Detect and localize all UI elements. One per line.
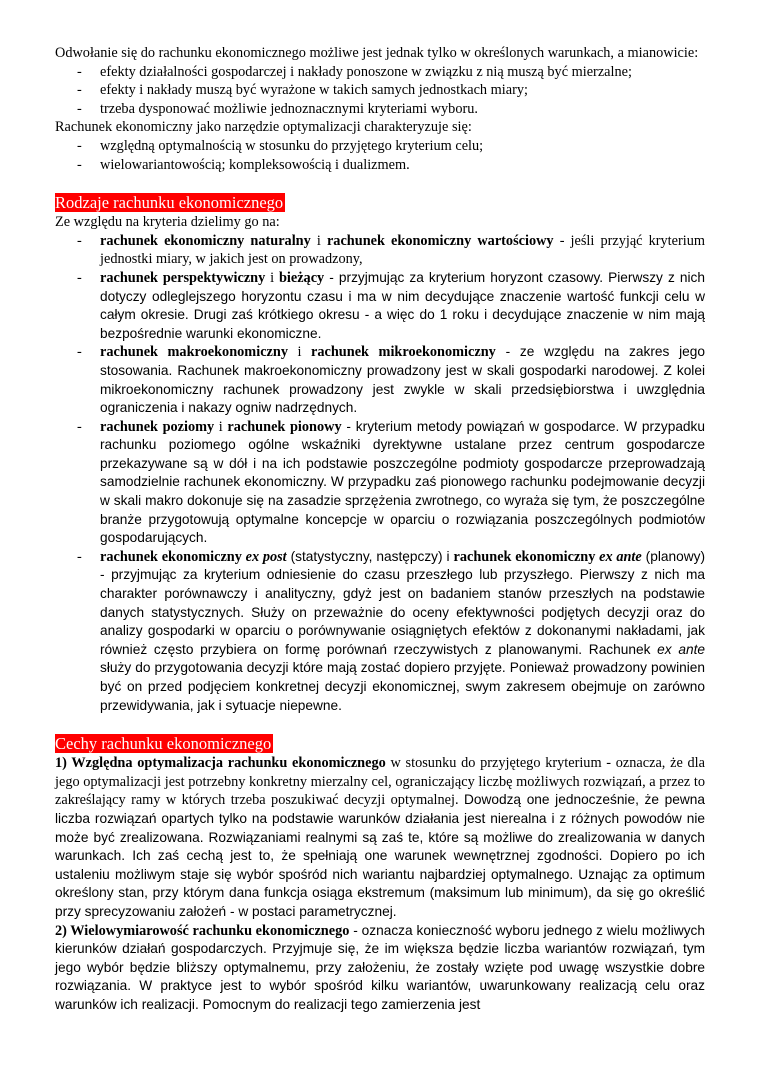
- types-intro: Ze względu na kryteria dzielimy go na:: [55, 214, 280, 231]
- list-item: - rachunek ekonomiczny naturalny i rachunek ekonomiczny wartościowy - jeśli przyjąć kryterium jednostki miary, w jakich jest on prowadzony,: [55, 232, 705, 269]
- list-item: - efekty i nakłady muszą być wyrażone w takich samych jednostkach miary;: [55, 81, 705, 100]
- section-heading-types: Rodzaje rachunku ekonomicznego: [55, 193, 284, 213]
- types-list: [55, 232, 705, 715]
- list-item: - efekty działalności gospodarczej i nakłady ponoszone w związku z nią muszą być mierzalne;: [55, 63, 705, 82]
- list-item: - wielowariantowością; kompleksowością i dualizmem.: [55, 156, 705, 175]
- list-item: - rachunek perspektywiczny i bieżący - przyjmując za kryterium horyzont czasowy. Pierwszy z nich dotyczy odleglejszego horyzontu czasu i ma w nim decydujące znaczenie wartość funkcji celu w całym okresie. Drugi zaś krótkiego okresu - a więc do 1 roku i decydujące znaczenie w nim mają bezpośrednie warunki ekonomiczne.: [55, 269, 705, 343]
- section-heading-features: Cechy rachunku ekonomicznego: [55, 734, 272, 754]
- list-item: - rachunek poziomy i rachunek pionowy - kryterium metody powiązań w gospodarce. W przypadku rachunku poziomego ogólne wskaźniki dyrektywne ustalane przez centrum gospodarcze przekazywane są w dół i na ich podstawie poszczególne podmioty gospodarcze przeprowadzają samodzielnie rachunek ekonomiczny. W przypadku zaś pionowego rachunku podejmowanie decyzji w skali makro dokonuje się na zasadzie sprzężenia zwrotnego, co wyraża się tym, że poszczególne branże przygotowują optymalne koncepcje w oparciu o rozwiązania poszczególnych podmiotów gospodarujących.: [55, 418, 705, 548]
- feature-2: 2) Wielowymiarowość rachunku ekonomicznego - oznacza konieczność wyboru jednego z wielu możliwych kierunków działań gospodarczych. Przyjmuje się, że im większa będzie liczba wariantów rozwiązań, tym jego wybór będzie bliższy optymalnemu, przy założeniu, że zostały wzięte pod uwagę wszystkie dobre rozwiązania. W praktyce jest to wybór spośród kilku wariantów, uwarunkowany realizacją celu oraz warunków ich realizacji. Pomocnym do realizacji tego zamierzenia jest: [55, 922, 706, 1012]
- feature-1: 1) Względna optymalizacja rachunku ekonomicznego w stosunku do przyjętego kryterium - oznacza, że dla jego optymalizacji jest potrzebny konkretny mierzalny cel, ograniczający liczbę możliwych rozwiązań, a przez to zakreślający ramy w których trzeba poszukiwać decyzji optymalnej. Dowodzą one jednocześnie, że pewna liczba rozwiązań opartych tylko na podstawie warunków działania jest nierealna i z różnych powodów nie może być zrealizowana. Rozwiązaniami realnymi są zaś te, które są możliwe do zrealizowania w danych warunkach. Ich zaś cechą jest to, że spełniają one warunek wewnętrznej zgodności. Dopiero po ich ustaleniu możliwym staje się wybór spośród nich wariantu najbardziej optymalnego. Uznając za optimum określony stan, przy którym dana funkcja osiąga ekstremum (maksimum lub minimum), da się go określić przy sprecyzowaniu założeń - w postaci parametrycznej.: [55, 755, 705, 919]
- list-item: - względną optymalnością w stosunku do przyjętego kryterium celu;: [55, 137, 705, 156]
- intro-paragraph: Odwołanie się do rachunku ekonomicznego możliwe jest jednak tylko w określonych warunkach, a mianowicie:: [55, 45, 699, 61]
- list-item: - trzeba dysponować możliwie jednoznacznymi kryteriami wyboru.: [55, 100, 705, 119]
- traits-list: [55, 137, 705, 174]
- list-item: - rachunek makroekonomiczny i rachunek mikroekonomiczny - ze względu na zakres jego stosowania. Rachunek makroekonomiczny prowadzony jest w skali gospodarki narodowej. Z kolei mikroekonomiczny rachunek prowadzony jest zwykle w skali przedsiębiorstwa i uwzględnia ograniczenia i nakazy ogniw nadrzędnych.: [55, 343, 705, 417]
- list-item: - rachunek ekonomiczny ex post (statystyczny, następczy) i rachunek ekonomiczny ex ante (planowy) - przyjmując za kryterium odniesienie do czasu przeszłego lub przyszłego. Pierwszy z nich ma charakter porównawczy i analityczny, gdyż jest on badaniem stanów przeszłych na podstawie danych statystycznych. Służy on przeważnie do oceny efektywności podjętych decyzji oraz do analizy gospodarki w oparciu o porównywanie osiągniętych efektów z dokonanymi nakładami, jak również często przybiera on formę porównań rzeczywistych z planowanymi. Rachunek ex ante służy do przygotowania decyzji które mają zostać dopiero przyjęte. Ponieważ prowadzony powinien być on przed podjęciem konkretnej decyzji ekonomicznej, swym zakresem obejmuje on zarówno przewidywania, jak i sytuacje niepewne.: [55, 548, 705, 715]
- traits-intro: Rachunek ekonomiczny jako narzędzie optymalizacji charakteryzuje się:: [55, 119, 472, 136]
- conditions-list: [55, 63, 705, 119]
